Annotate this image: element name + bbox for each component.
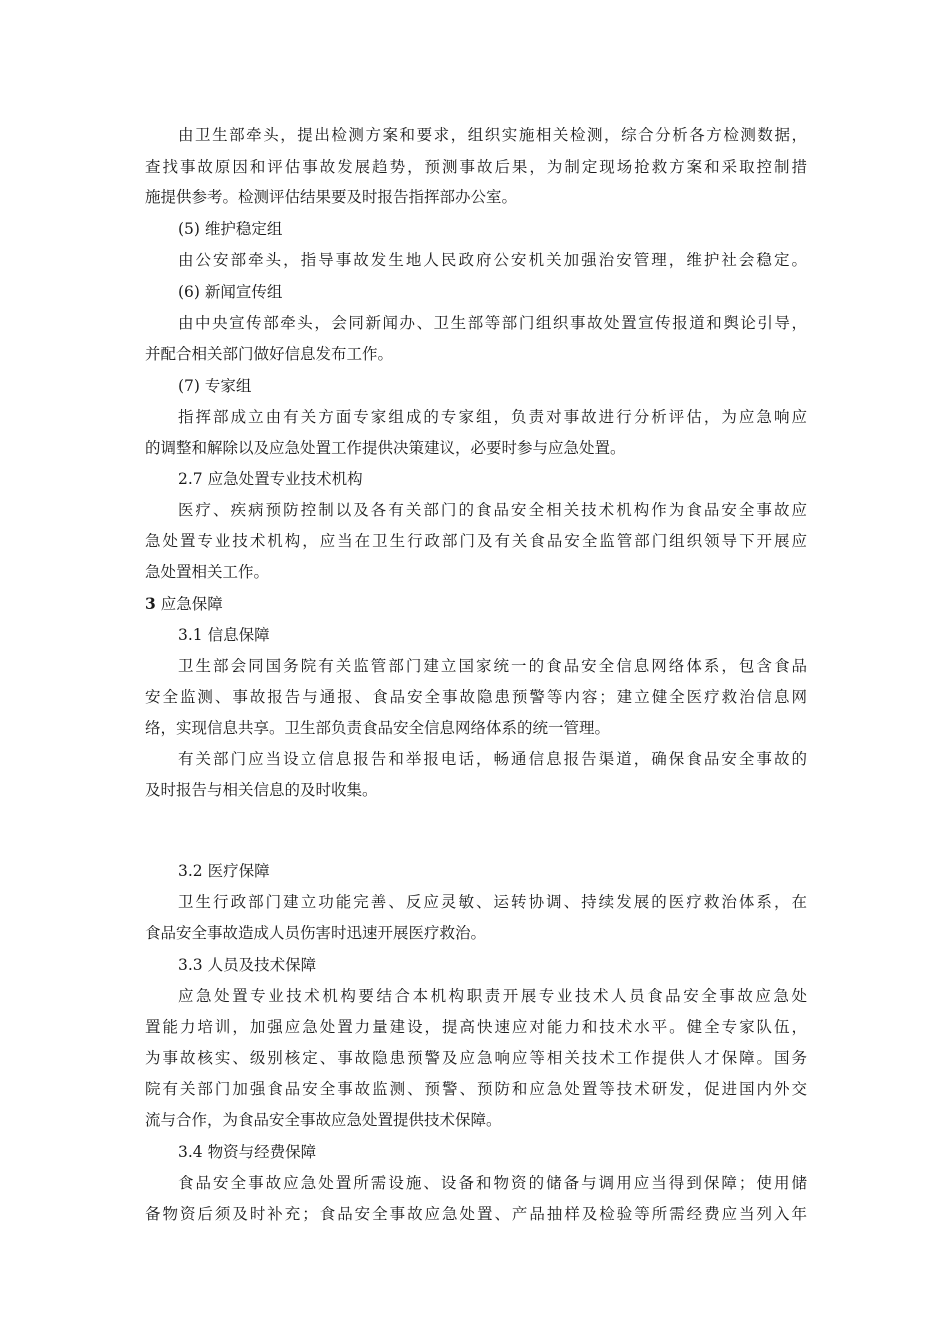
section-heading: 2.7 应急处置专业技术机构 (178, 470, 363, 488)
section-heading: 3.3 人员及技术保障 (178, 956, 317, 974)
paragraph-line: 为事故核实、级别核定、事故隐患预警及应急响应等相关技术工作提供人才保障。国务 (145, 1049, 807, 1067)
paragraph-line: 施提供参考。检测评估结果要及时报告指挥部办公室。 (145, 188, 518, 206)
paragraph-line: 的调整和解除以及应急处置工作提供决策建议，必要时参与应急处置。 (145, 439, 626, 457)
chapter-title: 应急保障 (160, 595, 223, 613)
paragraph-line: 院有关部门加强食品安全事故监测、预警、预防和应急处置等技术研发，促进国内外交 (145, 1080, 807, 1098)
paragraph-line: 由公安部牵头，指导事故发生地人民政府公安机关加强治安管理，维护社会稳定。 (178, 251, 807, 269)
paragraph-line: 急处置专业技术机构，应当在卫生行政部门及有关食品安全监管部门组织领导下开展应 (145, 532, 807, 550)
section-heading: 3.2 医疗保障 (178, 862, 270, 880)
paragraph-line: 食品安全事故造成人员伤害时迅速开展医疗救治。 (145, 924, 487, 942)
paragraph-line: 卫生部会同国务院有关监管部门建立国家统一的食品安全信息网络体系，包含食品 (178, 657, 807, 675)
paragraph-line: 置能力培训，加强应急处置力量建设，提高快速应对能力和技术水平。健全专家队伍， (145, 1018, 807, 1036)
section-heading: (6) 新闻宣传组 (178, 283, 283, 301)
paragraph-line: 并配合相关部门做好信息发布工作。 (145, 345, 394, 363)
paragraph-line: 食品安全事故应急处置所需设施、设备和物资的储备与调用应当得到保障；使用储 (178, 1174, 807, 1192)
paragraph-line: 医疗、疾病预防控制以及各有关部门的食品安全相关技术机构作为食品安全事故应 (178, 501, 807, 519)
paragraph-line: 流与合作，为食品安全事故应急处置提供技术保障。 (145, 1111, 502, 1129)
paragraph-line: 应急处置专业技术机构要结合本机构职责开展专业技术人员食品安全事故应急处 (178, 987, 807, 1005)
paragraph-line: 由卫生部牵头，提出检测方案和要求，组织实施相关检测，综合分析各方检测数据， (178, 126, 807, 144)
paragraph-line: 由中央宣传部牵头，会同新闻办、卫生部等部门组织事故处置宣传报道和舆论引导， (178, 314, 807, 332)
paragraph-line: 有关部门应当设立信息报告和举报电话，畅通信息报告渠道，确保食品安全事故的 (178, 750, 807, 768)
paragraph-line: 急处置相关工作。 (145, 563, 270, 581)
section-heading: (5) 维护稳定组 (178, 220, 283, 238)
paragraph-line: 络，实现信息共享。卫生部负责食品安全信息网络体系的统一管理。 (145, 719, 611, 737)
paragraph-line: 指挥部成立由有关方面专家组成的专家组，负责对事故进行分析评估，为应急响应 (178, 408, 807, 426)
chapter-number: 3 (145, 594, 156, 613)
paragraph-line: 安全监测、事故报告与通报、食品安全事故隐患预警等内容；建立健全医疗救治信息网 (145, 688, 807, 706)
section-heading: 3.1 信息保障 (178, 626, 270, 644)
paragraph-line: 卫生行政部门建立功能完善、反应灵敏、运转协调、持续发展的医疗救治体系，在 (178, 893, 807, 911)
chapter-heading (145, 593, 807, 615)
section-heading: 3.4 物资与经费保障 (178, 1143, 317, 1161)
paragraph-line: 及时报告与相关信息的及时收集。 (145, 781, 378, 799)
paragraph-line: 备物资后须及时补充；食品安全事故应急处置、产品抽样及检验等所需经费应当列入年 (145, 1205, 807, 1223)
section-heading: (7) 专家组 (178, 377, 252, 395)
paragraph-line: 查找事故原因和评估事故发展趋势，预测事故后果，为制定现场抢救方案和采取控制措 (145, 158, 807, 176)
